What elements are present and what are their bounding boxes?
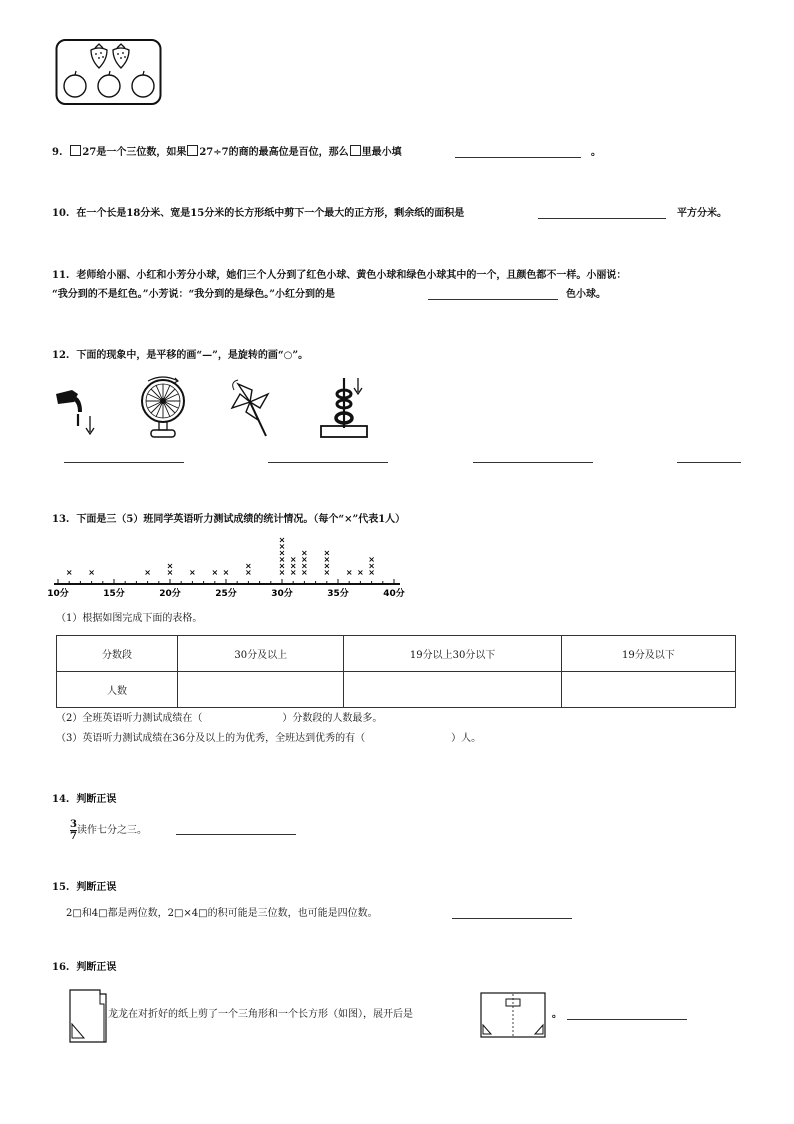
tick-label: 30分 xyxy=(271,589,293,599)
question-14-body: $\frac{3}{7}$ 读作七分之三。 xyxy=(70,819,147,842)
stacking-rings-icon xyxy=(318,374,370,440)
data-point: × xyxy=(301,555,308,564)
question-15-body: 2□和4□都是两位数，2□×4□的积可能是三位数，也可能是四位数。 xyxy=(66,908,378,919)
data-point: × xyxy=(278,535,286,545)
data-point: × xyxy=(211,568,219,577)
answer-blank-16[interactable] xyxy=(567,1019,687,1020)
table-cell-input[interactable] xyxy=(344,672,561,708)
unfolded-paper-icon xyxy=(480,992,546,1038)
sub-question-2: （2）全班英语听力测试成绩在（ ）分数段的人数最多。 xyxy=(56,713,383,724)
tick-label: 10分 xyxy=(47,589,69,599)
data-point: × xyxy=(278,568,286,577)
table-row xyxy=(57,636,736,672)
question-14: 14. 判断正误 xyxy=(52,794,117,805)
data-point: × xyxy=(88,568,95,577)
table-cell-input[interactable] xyxy=(178,672,344,708)
strawberry-icon xyxy=(113,44,129,68)
data-point: × xyxy=(278,555,286,564)
data-point: × xyxy=(278,542,286,551)
data-point: × xyxy=(323,561,331,571)
tick-label: 15分 xyxy=(103,589,125,599)
score-table xyxy=(56,635,736,708)
data-point: × xyxy=(65,568,73,577)
apple-icon xyxy=(98,71,120,97)
data-point: × xyxy=(289,561,297,571)
data-point: × xyxy=(368,561,375,571)
data-point: × xyxy=(301,568,308,577)
tick-label: 40分 xyxy=(383,589,405,599)
table-row-label: 人数 xyxy=(57,672,178,708)
data-point: × xyxy=(245,561,252,571)
data-point: × xyxy=(189,568,196,577)
table-row xyxy=(57,672,736,708)
digit-box xyxy=(350,145,361,156)
question-16: 16. 判断正误 xyxy=(52,962,117,973)
folded-paper-icon xyxy=(64,984,108,1046)
answer-blank-12a[interactable] xyxy=(64,462,184,463)
digit-box xyxy=(70,145,81,156)
strawberry-icon xyxy=(91,44,107,68)
data-point: × xyxy=(166,561,174,571)
data-point: × xyxy=(222,568,230,577)
data-point: × xyxy=(323,568,331,577)
data-point: × xyxy=(278,548,286,558)
sub-question-1: （1）根据如图完成下面的表格。 xyxy=(56,613,203,624)
answer-blank-12b[interactable] xyxy=(268,462,388,463)
pinwheel-icon xyxy=(228,380,272,438)
answer-blank-12d[interactable] xyxy=(677,462,741,463)
data-point: × xyxy=(345,568,353,577)
tick-label: 20分 xyxy=(159,589,181,599)
table-header: 19分及以下 xyxy=(561,636,735,672)
data-point: × xyxy=(368,555,375,564)
fan-icon xyxy=(138,375,188,441)
apple-icon xyxy=(132,71,154,97)
fraction: $\frac{3}{7}$ xyxy=(70,819,77,842)
question-13: 13. 下面是三（5）班同学英语听力测试成绩的统计情况。（每个“×”代表1人） xyxy=(52,514,406,525)
apple-icon xyxy=(64,71,86,97)
answer-blank-15[interactable] xyxy=(452,918,572,919)
table-header: 分数段 xyxy=(57,636,178,672)
question-12: 12. 下面的现象中，是平移的画“—”，是旋转的画“○”。 xyxy=(52,350,309,361)
sub-question-3: （3）英语听力测试成绩在36分及以上的为优秀，全班达到优秀的有（ ）人。 xyxy=(56,733,482,744)
data-point: × xyxy=(278,561,286,571)
question-16-body: 龙龙在对折好的纸上剪了一个三角形和一个长方形（如图），展开后是 xyxy=(108,1009,413,1020)
data-point: × xyxy=(289,555,297,564)
data-point: × xyxy=(368,568,375,577)
data-point: × xyxy=(144,568,151,577)
data-point: × xyxy=(301,548,308,558)
question-10: 10. 在一个长是18分米、宽是15分米的长方形纸中剪下一个最大的正方形，剩余纸的面积是 xyxy=(52,208,465,219)
answer-blank-11[interactable] xyxy=(428,299,558,300)
data-point: × xyxy=(166,568,174,577)
tick-label: 35分 xyxy=(327,589,349,599)
answer-blank-12c[interactable] xyxy=(473,462,593,463)
answer-blank-14[interactable] xyxy=(176,834,296,835)
data-point: × xyxy=(245,568,252,577)
tick-label: 25分 xyxy=(215,589,237,599)
data-point: × xyxy=(323,548,331,558)
answer-blank-9[interactable] xyxy=(455,157,581,158)
question-11-line2: “我分到的不是红色。”小芳说：“我分到的是绿色。”小红分到的是 xyxy=(52,289,336,300)
hammer-nail-icon xyxy=(52,382,96,438)
table-cell-input[interactable] xyxy=(561,672,735,708)
dot-plot-chart xyxy=(47,532,420,604)
question-15: 15. 判断正误 xyxy=(52,882,117,893)
question-9: 9. 27是一个三位数，如果 27÷7的商的最高位是百位，那么 里最小填 xyxy=(52,147,402,158)
digit-box xyxy=(187,145,198,156)
question-11: 11. 老师给小丽、小红和小芳分小球，她们三个人分到了红色小球、黄色小球和绿色小球其中的一个，且颜色都不一样。小丽说： xyxy=(52,270,627,281)
table-header: 19分以上30分以下 xyxy=(344,636,561,672)
data-point: × xyxy=(357,568,364,577)
fruit-picture xyxy=(55,38,163,106)
data-point: × xyxy=(301,561,308,571)
answer-blank-10[interactable] xyxy=(538,218,666,219)
data-point: × xyxy=(323,555,331,564)
data-point: × xyxy=(289,568,297,577)
table-header: 30分及以上 xyxy=(178,636,344,672)
